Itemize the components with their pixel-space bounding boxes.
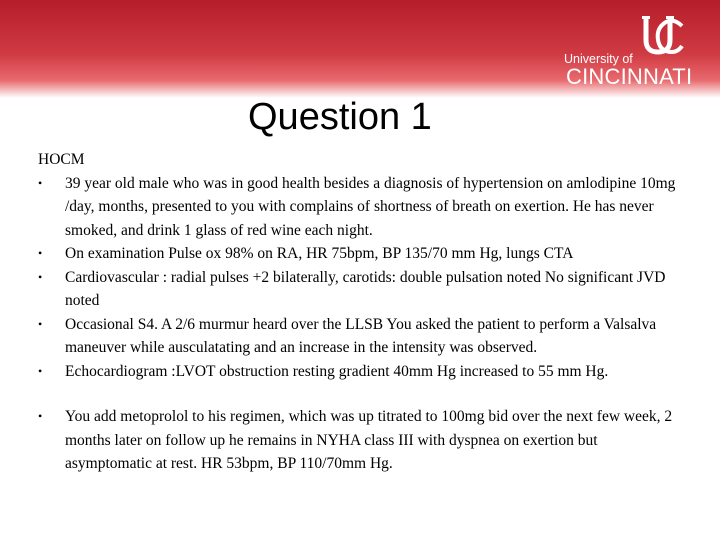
bullet-icon: • — [38, 269, 43, 284]
logo-cincinnati-text: CINCINNATI — [566, 64, 693, 89]
slide-title: Question 1 — [248, 96, 432, 138]
bullet-icon: • — [38, 316, 43, 331]
bullet-item — [38, 172, 678, 243]
bullet-text: Echocardiogram :LVOT obstruction resting gradient 40mm Hg increased to 55 mm Hg. — [65, 362, 609, 380]
bullet-icon: • — [38, 363, 43, 378]
topic-heading: HOCM — [38, 151, 85, 168]
university-logo — [560, 8, 720, 92]
bullet-text: Occasional S4. A 2/6 murmur heard over the LLSB You asked the patient to perform a Valsalva maneuver while ausculatating and an increase in the intensity was observed. — [65, 315, 657, 356]
bullet-icon: • — [38, 246, 43, 260]
bullet-item — [38, 360, 678, 384]
uc-monogram-icon — [640, 12, 686, 60]
bullet-item — [38, 266, 678, 313]
bullet-list — [38, 172, 678, 476]
bullet-text: Cardiovascular : radial pulses +2 bilaterally, carotids: double pulsation noted No significant JVD noted — [65, 268, 666, 309]
bullet-text: You add metoprolol to his regimen, which was up titrated to 100mg bid over the next few week, 2 months later on follow up he remains in NYHA class III with dyspnea on exertion but asymptomatic at rest. HR 53bpm, BP 110/70mm Hg. — [65, 408, 673, 472]
bullet-item — [38, 405, 678, 476]
slide-body — [38, 148, 678, 476]
bullet-text: 39 year old male who was in good health besides a diagnosis of hypertension on amlodipine 10mg /day, months, presented to you with complains of shortness of breath on exertion. He has never smoked, and drink 1 glass of red wine each night. — [65, 174, 676, 239]
logo-university-text: University of — [564, 52, 633, 66]
bullet-item — [38, 242, 678, 266]
bullet-icon: • — [38, 409, 43, 423]
bullet-text: On examination Pulse ox 98% on RA, HR 75bpm, BP 135/70 mm Hg, lungs CTA — [65, 245, 574, 262]
bullet-icon: • — [38, 175, 43, 190]
bullet-item — [38, 313, 678, 360]
